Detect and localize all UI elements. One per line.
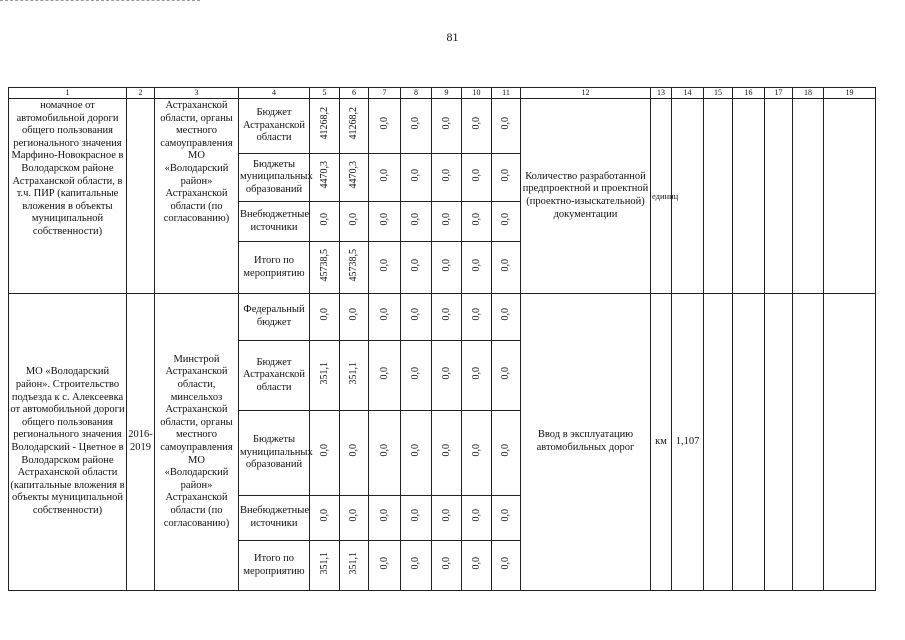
value-cell: 0,0 xyxy=(401,154,432,202)
empty-cell xyxy=(793,99,824,294)
value-cell: 0,0 xyxy=(432,202,462,242)
value-cell: 0,0 xyxy=(432,411,462,496)
value-cell: 0,0 xyxy=(340,202,369,242)
value-cell: 4470,3 xyxy=(340,154,369,202)
col-header: 18 xyxy=(793,88,824,99)
table-row xyxy=(9,99,876,154)
value-cell: 0,0 xyxy=(492,242,521,294)
empty-cell xyxy=(733,99,765,294)
funding-source: Итого по мероприятию xyxy=(239,242,310,294)
col-header: 9 xyxy=(432,88,462,99)
indicator-unit: единиц xyxy=(651,99,672,294)
table-row xyxy=(9,294,876,341)
value-cell: 0,0 xyxy=(401,242,432,294)
value-cell: 0,0 xyxy=(369,294,401,341)
col-header: 13 xyxy=(651,88,672,99)
empty-cell xyxy=(824,99,876,294)
event-description: номачное от автомобильной дороги общего пользования регионального значения Марфино-Новокрасное в Володарском районе Астраханской области, в т.ч. ПИР (капитальные вложения в объекты муниципальной собственности) xyxy=(9,99,127,294)
column-number-row xyxy=(9,88,876,99)
indicator-value: 1,107 xyxy=(672,294,704,591)
value-cell: 0,0 xyxy=(401,99,432,154)
value-cell: 0,0 xyxy=(492,411,521,496)
empty-cell xyxy=(733,294,765,591)
value-cell: 0,0 xyxy=(369,99,401,154)
value-cell: 0,0 xyxy=(369,202,401,242)
value-cell: 41268,2 xyxy=(340,99,369,154)
value-cell: 0,0 xyxy=(462,411,492,496)
funding-source: Бюджеты муниципальных образований xyxy=(239,154,310,202)
value-cell: 0,0 xyxy=(462,541,492,591)
value-cell: 0,0 xyxy=(369,341,401,411)
value-cell: 0,0 xyxy=(401,411,432,496)
value-cell: 0,0 xyxy=(432,541,462,591)
value-cell: 0,0 xyxy=(462,496,492,541)
value-cell: 0,0 xyxy=(492,99,521,154)
col-header: 11 xyxy=(492,88,521,99)
funding-source: Внебюджетные источники xyxy=(239,496,310,541)
indicator-name: Ввод в эксплуатацию автомобильных дорог xyxy=(521,294,651,591)
value-cell: 0,0 xyxy=(492,341,521,411)
funding-source: Итого по мероприятию xyxy=(239,541,310,591)
empty-cell xyxy=(765,294,793,591)
value-cell: 0,0 xyxy=(492,202,521,242)
value-cell: 351,1 xyxy=(310,541,340,591)
col-header: 5 xyxy=(310,88,340,99)
value-cell: 45738,5 xyxy=(310,242,340,294)
value-cell: 0,0 xyxy=(401,341,432,411)
col-header: 8 xyxy=(401,88,432,99)
funding-source: Бюджет Астраханской области xyxy=(239,341,310,411)
value-cell: 0,0 xyxy=(369,496,401,541)
value-cell: 0,0 xyxy=(492,154,521,202)
budget-table xyxy=(8,87,876,591)
col-header: 3 xyxy=(155,88,239,99)
value-cell: 0,0 xyxy=(369,541,401,591)
funding-source: Федеральный бюджет xyxy=(239,294,310,341)
value-cell: 0,0 xyxy=(462,154,492,202)
value-cell: 0,0 xyxy=(340,496,369,541)
col-header: 14 xyxy=(672,88,704,99)
empty-cell xyxy=(704,99,733,294)
col-header: 1 xyxy=(9,88,127,99)
event-executor: Астраханской области, органы местного самоуправления МО «Володарский район» Астраханской области (по согласованию) xyxy=(155,99,239,294)
value-cell: 0,0 xyxy=(310,294,340,341)
col-header: 17 xyxy=(765,88,793,99)
col-header: 10 xyxy=(462,88,492,99)
value-cell: 0,0 xyxy=(432,99,462,154)
value-cell: 0,0 xyxy=(340,294,369,341)
value-cell: 0,0 xyxy=(401,541,432,591)
col-header: 15 xyxy=(704,88,733,99)
value-cell: 45738,5 xyxy=(340,242,369,294)
col-header: 2 xyxy=(127,88,155,99)
value-cell: 351,1 xyxy=(340,341,369,411)
value-cell: 0,0 xyxy=(492,541,521,591)
value-cell: 0,0 xyxy=(401,496,432,541)
event-period xyxy=(127,99,155,294)
indicator-name: Количество разработанной предпроектной и проектной (проектно-изыскательной) документации xyxy=(521,99,651,294)
event-executor: Минстрой Астраханской области, минсельхоз Астраханской области, органы местного самоуправления МО «Володарский район» Астраханской области (по согласованию) xyxy=(155,294,239,591)
value-cell: 0,0 xyxy=(462,294,492,341)
value-cell: 0,0 xyxy=(369,242,401,294)
page-number: 81 xyxy=(446,30,459,44)
col-header: 19 xyxy=(824,88,876,99)
value-cell: 0,0 xyxy=(432,496,462,541)
value-cell: 41268,2 xyxy=(310,99,340,154)
col-header: 12 xyxy=(521,88,651,99)
funding-source: Внебюджетные источники xyxy=(239,202,310,242)
col-header: 7 xyxy=(369,88,401,99)
funding-source: Бюджет Астраханской области xyxy=(239,99,310,154)
empty-cell xyxy=(793,294,824,591)
empty-cell xyxy=(704,294,733,591)
col-header: 6 xyxy=(340,88,369,99)
value-cell: 0,0 xyxy=(401,202,432,242)
col-header: 16 xyxy=(733,88,765,99)
value-cell: 0,0 xyxy=(310,496,340,541)
value-cell: 0,0 xyxy=(340,411,369,496)
value-cell: 0,0 xyxy=(401,294,432,341)
value-cell: 0,0 xyxy=(462,242,492,294)
col-header: 4 xyxy=(239,88,310,99)
top-rule xyxy=(0,0,200,9)
value-cell: 0,0 xyxy=(462,341,492,411)
empty-cell xyxy=(824,294,876,591)
value-cell: 351,1 xyxy=(340,541,369,591)
funding-source: Бюджеты муниципальных образований xyxy=(239,411,310,496)
value-cell: 0,0 xyxy=(432,294,462,341)
value-cell: 4470,3 xyxy=(310,154,340,202)
value-cell: 0,0 xyxy=(369,154,401,202)
value-cell: 0,0 xyxy=(432,242,462,294)
value-cell: 0,0 xyxy=(369,411,401,496)
value-cell: 0,0 xyxy=(492,496,521,541)
value-cell: 0,0 xyxy=(462,99,492,154)
value-cell: 0,0 xyxy=(310,411,340,496)
value-cell: 0,0 xyxy=(310,202,340,242)
indicator-unit: км xyxy=(651,294,672,591)
value-cell: 0,0 xyxy=(492,294,521,341)
value-cell: 0,0 xyxy=(462,202,492,242)
event-period: 2016-2019 xyxy=(127,294,155,591)
event-description: МО «Володарский район». Строительство подъезда к с. Алексеевка от автомобильной дороги общего пользования регионального значения Володарский - Цветное в Володарском районе Астраханской области (капитальные вложения в объекты муниципальной собственности) xyxy=(9,294,127,591)
value-cell: 0,0 xyxy=(432,154,462,202)
empty-cell xyxy=(765,99,793,294)
value-cell: 0,0 xyxy=(432,341,462,411)
value-cell: 351,1 xyxy=(310,341,340,411)
